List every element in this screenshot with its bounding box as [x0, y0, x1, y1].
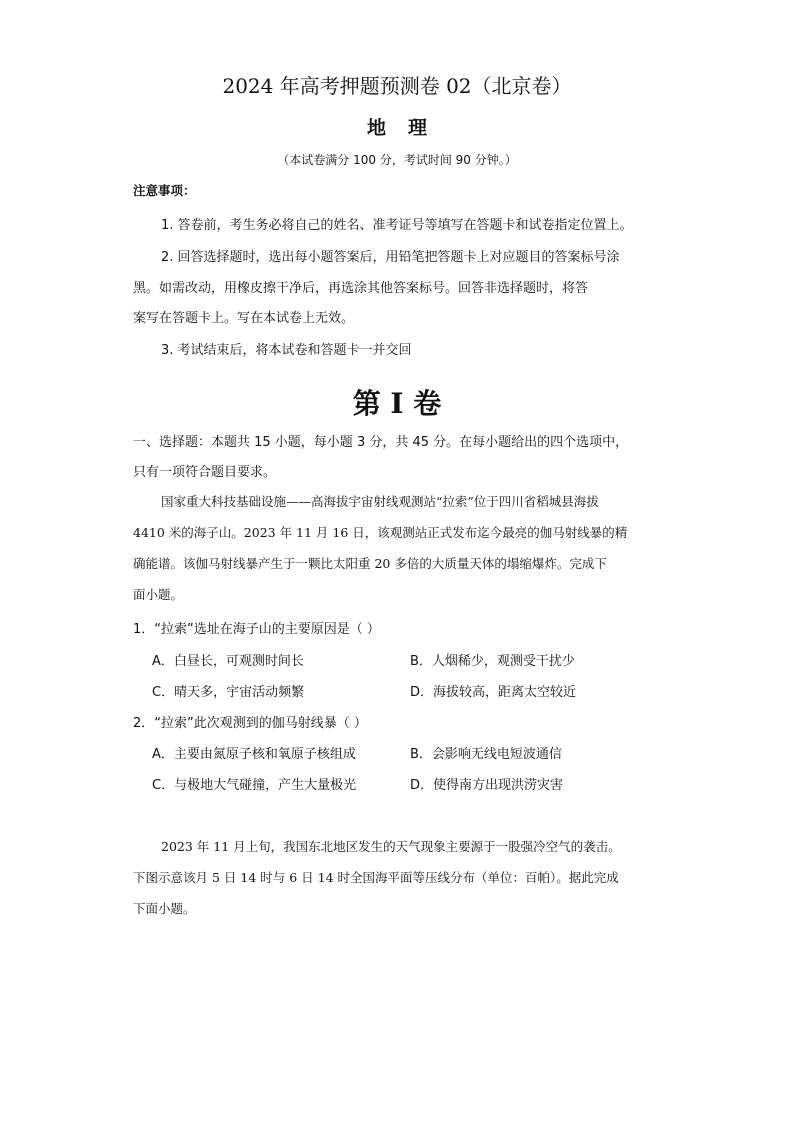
- passage-line: 面小题。: [133, 587, 184, 602]
- attention-line: 黑。如需改动，用橡皮擦干净后，再选涂其他答案标号。回答非选择题时，将答: [133, 281, 589, 296]
- attention-line: 3. 考试结束后，将本试卷和答题卡一并交回: [161, 343, 412, 358]
- question-option: D．海拔较高，距离太空较近: [410, 685, 577, 700]
- exam-note: （本试卷满分 100 分，考试时间 90 分钟。）: [277, 153, 517, 167]
- question-stem: 1．“拉索”选址在海子山的主要原因是（ ）: [133, 622, 380, 637]
- question-option: A．白昼长，可观测时间长: [152, 654, 304, 669]
- attention-heading: 注意事项：: [133, 183, 196, 198]
- question-option: D．使得南方出现洪涝灾害: [410, 778, 564, 793]
- question-stem: 2．“拉索”此次观测到的伽马射线暴（ ）: [133, 716, 367, 731]
- passage-line: 2023 年 11 月上旬，我国东北地区发生的天气现象主要源于一股强冷空气的袭击。: [161, 839, 621, 854]
- section-instruction: 只有一项符合题目要求。: [133, 465, 277, 480]
- exam-title: 2024 年高考押题预测卷 02（北京卷）: [222, 74, 572, 98]
- question-option: C．晴天多，宇宙活动频繁: [152, 685, 305, 700]
- question-option: B．人烟稀少，观测受干扰少: [410, 654, 575, 669]
- section-instruction: 一、选择题：本题共 15 小题，每小题 3 分，共 45 分。在每小题给出的四个选项中，: [133, 435, 629, 450]
- attention-line: 案写在答题卡上。写在本试卷上无效。: [133, 311, 355, 326]
- subject-title: 地理: [366, 117, 449, 139]
- passage-line: 确能谱。该伽马射线暴产生于一颗比太阳重 20 多倍的大质量天体的塌缩爆炸。完成下: [133, 556, 607, 571]
- passage-line: 国家重大科技基础设施——高海拔宇宙射线观测站“拉索”位于四川省稻城县海拔: [161, 494, 599, 509]
- question-option: A．主要由氮原子核和氧原子核组成: [152, 747, 356, 762]
- passage-line: 下图示意该月 5 日 14 时与 6 日 14 时全国海平面等压线分布（单位：百帕）。据此完成: [133, 870, 619, 885]
- passage-line: 4410 米的海子山。2023 年 11 月 16 日，该观测站正式发布迄今最亮的伽马射线暴的精: [133, 525, 628, 540]
- section-title: 第 I 卷: [352, 387, 442, 420]
- passage-line: 下面小题。: [133, 901, 196, 916]
- attention-line: 2. 回答选择题时，选出每小题答案后，用铅笔把答题卡上对应题目的答案标号涂: [161, 250, 620, 265]
- question-option: C．与极地大气碰撞，产生大量极光: [152, 778, 357, 793]
- attention-line: 1. 答卷前，考生务必将自己的姓名、准考证号等填写在答题卡和试卷指定位置上。: [161, 218, 633, 233]
- question-option: B．会影响无线电短波通信: [410, 747, 562, 762]
